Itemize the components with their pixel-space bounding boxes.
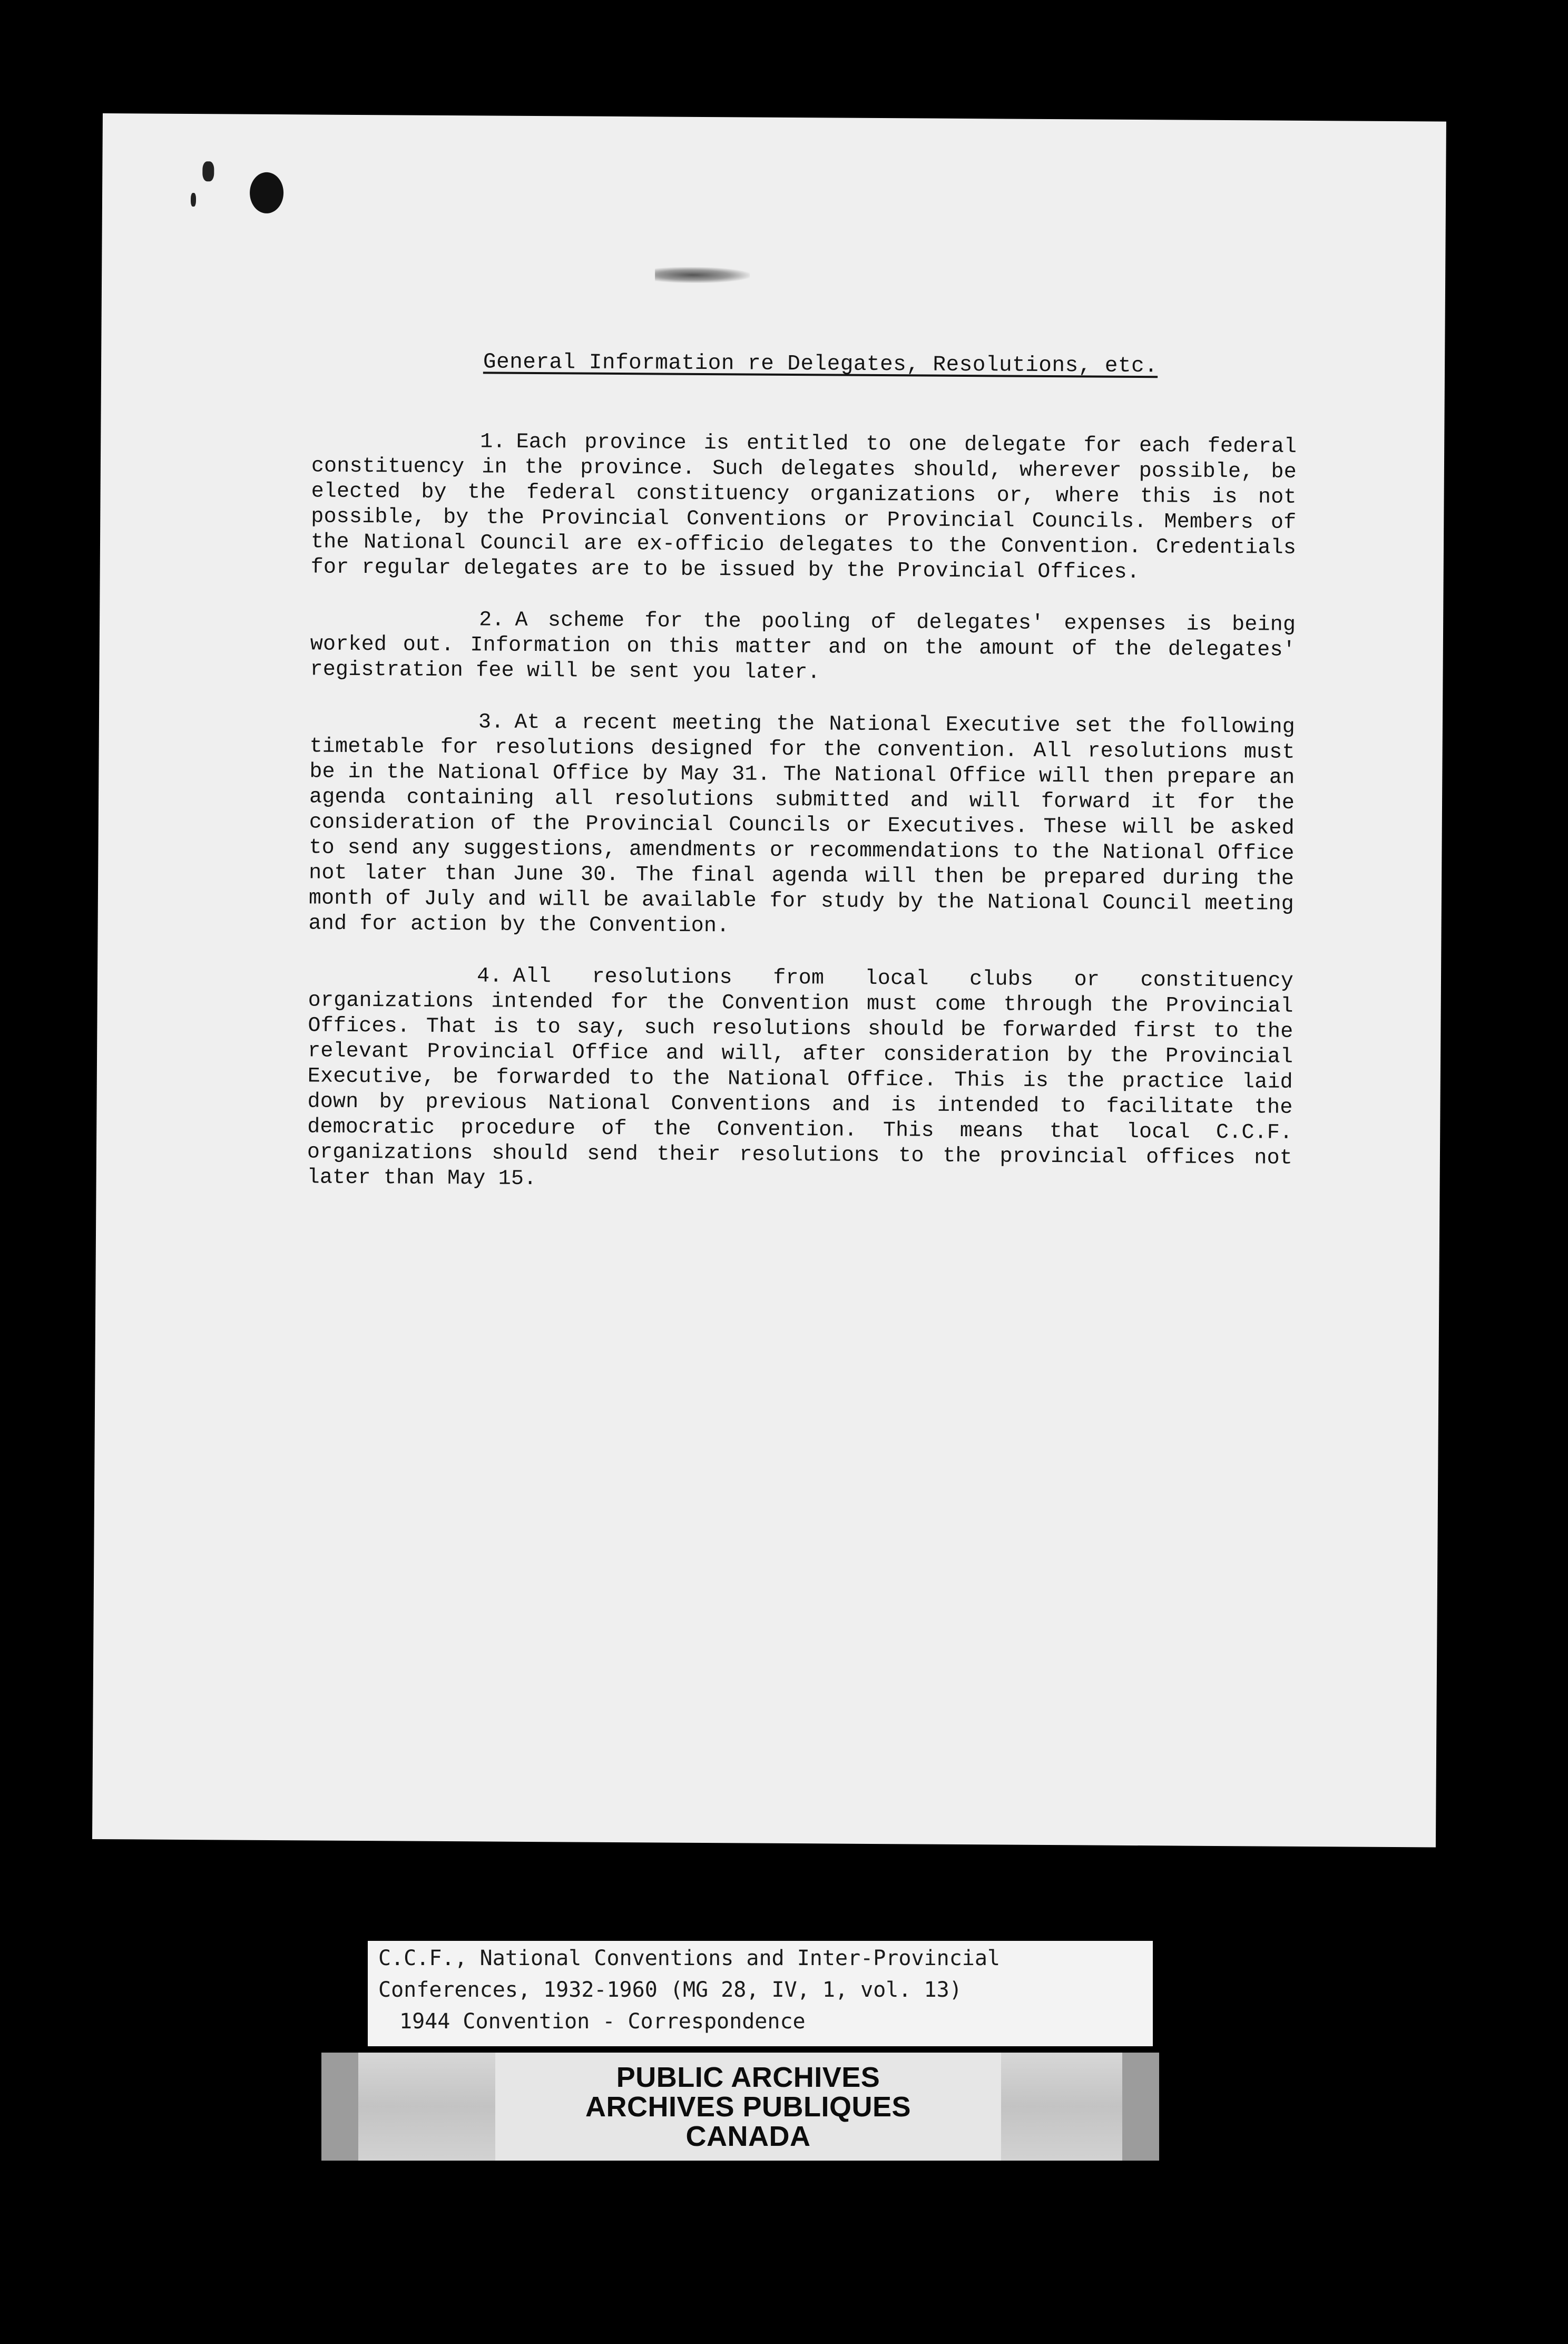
paragraph-text: All resolutions from local clubs or constituency organizations intended for the Convention must come through the Provincial Offices. That is to say, such resolutions should be forwarded first to the relevant Provincial Office and will, after consideration by the Provincial Executive, be forwarded to the National Office. This is the practice laid down by previous National Conventions and is intended to facilitate the democratic procedure of the Convention. This means that local C.C.F. organizations should send their resolutions to the provincial offices not later than May 15. — [307, 964, 1294, 1191]
paragraph-number: 4. — [476, 964, 503, 989]
paragraph-4 — [307, 963, 1294, 1196]
paragraph-1 — [311, 428, 1297, 586]
stamp-line-3: CANADA — [685, 2120, 811, 2152]
ink-smudge — [655, 267, 750, 283]
stamp-edge-right — [1122, 2053, 1159, 2161]
paragraph-text: At a recent meeting the National Executive set the following timetable for resolutions designed for the convention. All resolutions must be in the National Office by May 31. The National Office will then prepare an agenda containing all resolutions submitted and will forward it for the consideration of the Provincial Councils or Executives. These will be asked to send any suggestions, amendments or recommendations to the National Office not later than June 30. The final agenda will then be prepared during the month of July and will be available for study by the National Council meeting and for action by the Convention. — [308, 710, 1296, 939]
stamp-line-1: PUBLIC ARCHIVES — [616, 2061, 880, 2093]
paragraph-2 — [310, 607, 1296, 688]
ink-speck — [191, 193, 196, 207]
paragraph-text: Each province is entitled to one delegate for each federal constituency in the province. Such delegates should, wherever possible, be elected by the federal constituency organizations or, where this is not possible, by the Provincial Conventions or Provincial Councils. Members of the National Council are ex-officio delegates to the Convention. Credentials for regular delegates are to be issued by the Provincial Offices. — [310, 430, 1297, 585]
archive-label-card — [368, 1941, 1153, 2046]
stamp-line-2: ARCHIVES PUBLIQUES — [585, 2091, 912, 2123]
paragraph-number: 1. — [480, 430, 506, 454]
archive-label-line-2: Conferences, 1932-1960 (MG 28, IV, 1, vol. 13) — [378, 1978, 962, 2002]
document-page — [92, 113, 1446, 1848]
archive-label-line-3: 1944 Convention - Correspondence — [399, 2009, 806, 2034]
paragraph-number: 3. — [478, 710, 504, 735]
paragraph-text: A scheme for the pooling of delegates' expenses is being worked out. Information on this matter and on the amount of the delegates' registration fee will be sent you later. — [310, 608, 1296, 685]
archive-label-line-1: C.C.F., National Conventions and Inter-Provincial — [378, 1946, 1001, 1970]
document-body — [307, 349, 1297, 1223]
punch-hole — [250, 172, 283, 213]
document-heading: General Information re Delegates, Resolutions, etc. — [483, 350, 1158, 379]
stamp-text-block — [495, 2053, 1001, 2161]
archives-stamp — [321, 2053, 1159, 2161]
ink-speck — [202, 161, 214, 181]
paragraph-number: 2. — [479, 608, 505, 632]
paragraph-3 — [308, 709, 1295, 942]
stamp-edge-left — [321, 2053, 358, 2161]
